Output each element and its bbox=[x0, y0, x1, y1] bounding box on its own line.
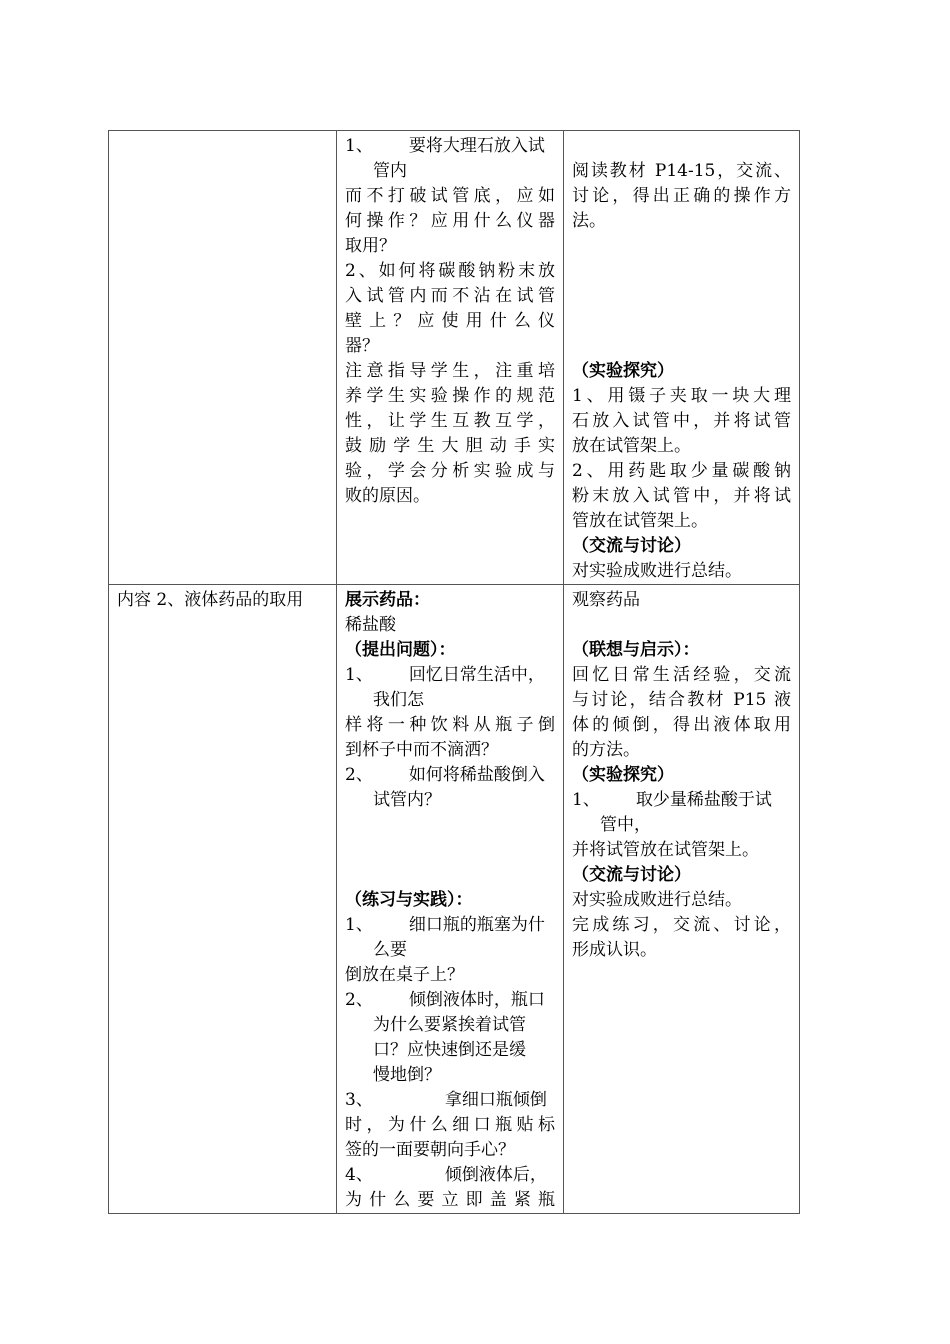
discussion-heading: （交流与讨论） bbox=[572, 865, 691, 885]
practice-3-text: 时，为什么细口瓶贴标 bbox=[345, 1115, 555, 1135]
teaching-note: 鼓励学生大胆动手实 bbox=[345, 436, 555, 456]
association-text: 与讨论，结合教材 P15 液 bbox=[572, 690, 791, 710]
teaching-note: 验，学会分析实验成与 bbox=[345, 461, 555, 481]
experiment-step: 放在试管架上。 bbox=[572, 436, 691, 456]
show-drug-heading: 展示药品： bbox=[345, 590, 430, 610]
question-1-text: 到杯子中而不滴洒？ bbox=[345, 740, 498, 760]
practice-1-line: 1、 细口瓶的瓶塞为什 bbox=[345, 915, 545, 935]
experiment-heading: （实验探究） bbox=[572, 765, 674, 785]
experiment-heading: （实验探究） bbox=[572, 361, 674, 381]
reading-task: 讨论，得出正确的操作方 bbox=[572, 186, 791, 206]
reading-task: 法。 bbox=[572, 211, 606, 231]
experiment-step: 石放入试管中，并将试管 bbox=[572, 411, 791, 431]
practice-heading: （练习与实践）： bbox=[345, 890, 473, 910]
reading-task: 阅读教材 P14-15，交流、 bbox=[572, 161, 791, 181]
experiment-step-cont: 管中， bbox=[600, 815, 651, 835]
association-text: 体的倾倒，得出液体取用 bbox=[572, 715, 791, 735]
question-heading: （提出问题）： bbox=[345, 640, 456, 660]
topic-text: 内容 2、液体药品的取用 bbox=[117, 590, 304, 610]
experiment-step: 并将试管放在试管架上。 bbox=[572, 840, 759, 860]
drug-name: 稀盐酸 bbox=[345, 615, 396, 635]
question-1-line: 1、 要将大理石放入试 bbox=[345, 136, 545, 156]
experiment-step-line: 1、 取少量稀盐酸于试 bbox=[572, 790, 772, 810]
question-1-text: 而不打破试管底，应如 bbox=[345, 186, 555, 206]
association-text: 的方法。 bbox=[572, 740, 640, 760]
question-2-cont: 试管内？ bbox=[373, 790, 441, 810]
practice-task: 完成练习，交流、讨论， bbox=[572, 915, 791, 935]
experiment-step: 1、用镊子夹取一块大理 bbox=[572, 386, 791, 406]
association-heading: （联想与启示）： bbox=[572, 640, 700, 660]
question-2-line: 2、 如何将稀盐酸倒入 bbox=[345, 765, 545, 785]
experiment-step: 管放在试管架上。 bbox=[572, 511, 708, 531]
teaching-note: 养学生实验操作的规范 bbox=[345, 386, 555, 406]
teacher-activity-cell bbox=[337, 131, 564, 585]
practice-1-text: 倒放在桌子上？ bbox=[345, 965, 464, 985]
question-1-text: 何操作？应用什么仪器 bbox=[345, 211, 555, 231]
association-text: 回忆日常生活经验，交流 bbox=[572, 665, 791, 685]
practice-3-line: 3、 拿细口瓶倾倒 bbox=[345, 1090, 547, 1110]
question-1-text: 取用？ bbox=[345, 236, 396, 256]
question-2-text: 器？ bbox=[345, 336, 379, 356]
practice-1-cont: 么要 bbox=[373, 940, 407, 960]
student-activity-cell bbox=[564, 131, 800, 585]
experiment-step: 2、用药匙取少量碳酸钠 bbox=[572, 461, 791, 481]
observe-text: 观察药品 bbox=[572, 590, 640, 610]
discussion-text: 对实验成败进行总结。 bbox=[572, 561, 742, 581]
question-2-text: 入试管内而不沾在试管 bbox=[345, 286, 555, 306]
teaching-note: 性，让学生互教互学， bbox=[345, 411, 555, 431]
teacher-activity-cell bbox=[337, 585, 564, 1214]
student-activity-cell bbox=[564, 585, 800, 1214]
practice-2-cont: 为什么要紧挨着试管 bbox=[373, 1015, 526, 1035]
teaching-note: 败的原因。 bbox=[345, 486, 430, 506]
topic-cell bbox=[109, 131, 337, 585]
practice-task: 形成认识。 bbox=[572, 940, 657, 960]
practice-4-text: 为什么要立即盖紧瓶 bbox=[345, 1190, 555, 1210]
question-1-line: 1、 回忆日常生活中， bbox=[345, 665, 545, 685]
discussion-text: 对实验成败进行总结。 bbox=[572, 890, 742, 910]
practice-2-line: 2、 倾倒液体时，瓶口 bbox=[345, 990, 545, 1010]
experiment-step: 粉末放入试管中，并将试 bbox=[572, 486, 791, 506]
question-1-cont: 管内 bbox=[373, 161, 407, 181]
question-1-cont: 我们怎 bbox=[373, 690, 424, 710]
practice-2-cont: 慢地倒？ bbox=[373, 1065, 441, 1085]
practice-2-cont: 口？应快速倒还是缓 bbox=[373, 1040, 526, 1060]
teaching-note: 注意指导学生，注重培 bbox=[345, 361, 555, 381]
question-2-text: 壁上？应使用什么仪 bbox=[345, 311, 555, 331]
table-row bbox=[109, 131, 800, 585]
practice-3-text: 签的一面要朝向手心？ bbox=[345, 1140, 515, 1160]
table-row bbox=[109, 585, 800, 1214]
question-2-text: 2、如何将碳酸钠粉末放 bbox=[345, 261, 555, 281]
question-1-text: 样将一种饮料从瓶子倒 bbox=[345, 715, 555, 735]
lesson-plan-table bbox=[108, 130, 800, 1214]
practice-4-line: 4、 倾倒液体后， bbox=[345, 1165, 547, 1185]
discussion-heading: （交流与讨论） bbox=[572, 536, 691, 556]
topic-cell bbox=[109, 585, 337, 1214]
